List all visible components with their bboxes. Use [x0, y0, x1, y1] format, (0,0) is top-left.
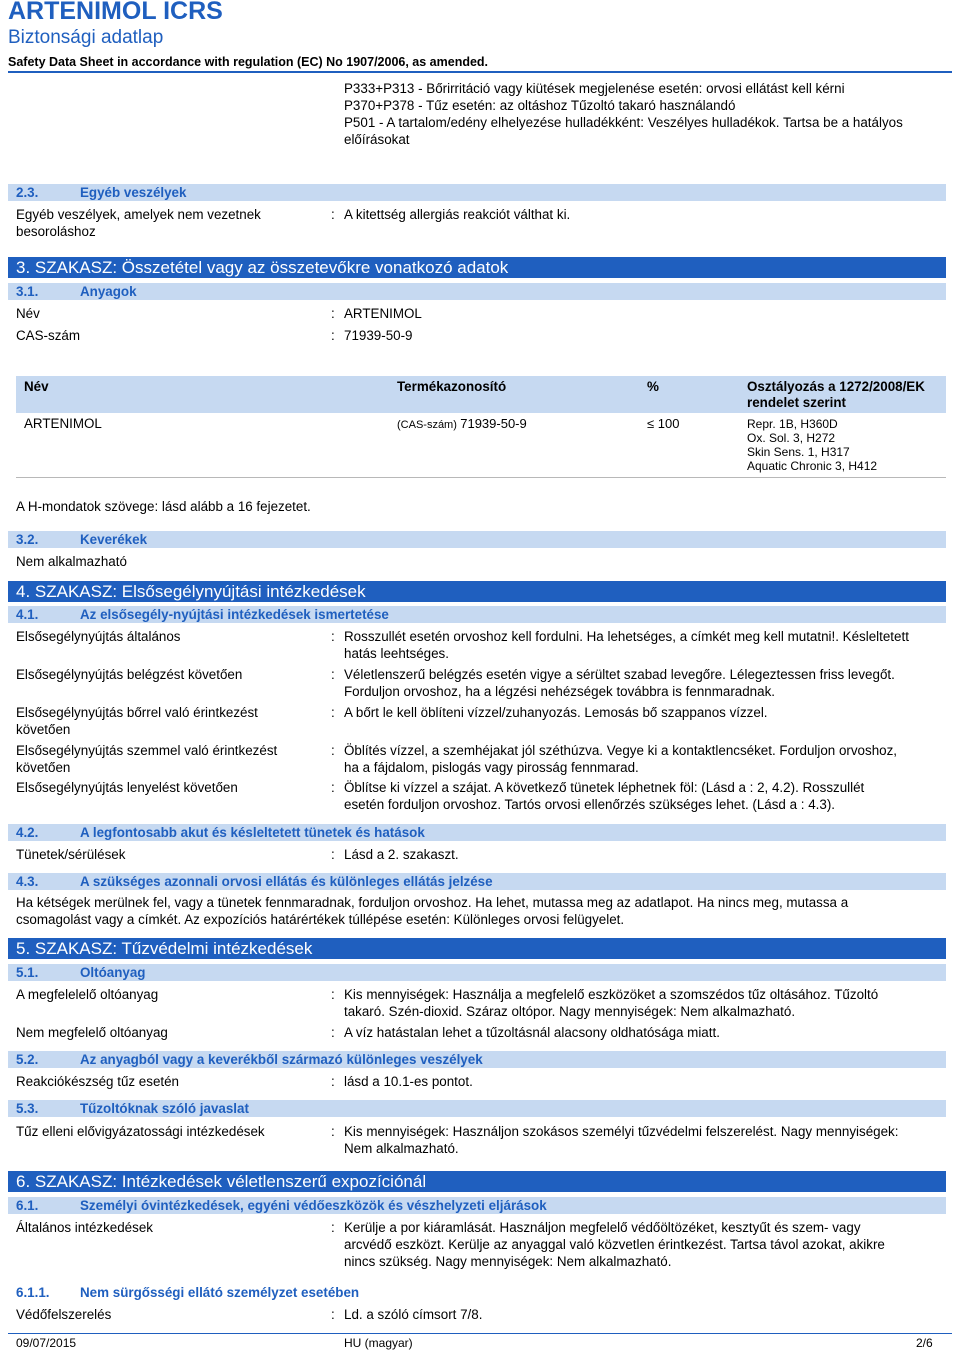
value-line: Kis mennyiségek: Használja a megfelelő eszközöket a szomszédos tűz oltásához. Tűzoltó [344, 987, 879, 1002]
subsection-6-1-1-header [8, 1284, 946, 1301]
cas-value: 71939-50-9 [344, 328, 413, 343]
suitable-media-value [344, 986, 944, 1020]
subsection-6-1-header [8, 1197, 946, 1214]
column-header: % [639, 376, 739, 413]
colon: : [331, 207, 335, 222]
subsection-number: 5.1. [16, 965, 39, 980]
other-hazards-label [16, 206, 316, 240]
subsection-2-3-header [8, 184, 946, 201]
section-6-header [8, 1171, 946, 1192]
first-aid-skin-value: A bőrt le kell öblíteni vízzel/zuhanyozás. Lemosás bő szappanos vízzel. [344, 705, 768, 720]
text-line: Ha kétségek merülnek fel, vagy a tünetek fennmaradnak, forduljon orvoshoz. Ha lehet, mutassa meg az adatlapot. Ha nincs meg, mutassa a [16, 895, 849, 910]
first-aid-ingestion-label: Elsősegélynyújtás lenyelést követően [16, 780, 238, 795]
regulation-line: Safety Data Sheet in accordance with regulation (EC) No 1907/2006, as amended. [8, 55, 489, 69]
subsection-title: Keverékek [80, 532, 148, 547]
subsection-4-2-header [8, 824, 946, 841]
first-aid-skin-label [16, 704, 316, 738]
value-line: esetén forduljon orvoshoz. Tartós orvosi ellenőrzés szükséges lehet. (Lásd a : 4.3). [344, 797, 836, 812]
label-line: besoroláshoz [16, 224, 96, 239]
label-line: Elsősegélynyújtás bőrrel való érintkezést [16, 705, 258, 720]
section-4-header [8, 581, 946, 602]
subsection-title: A legfontosabb akut és késleltetett tünetek és hatások [80, 825, 425, 840]
mixtures-text: Nem alkalmazható [16, 554, 127, 569]
value-line: Kis mennyiségek: Használjon szokásos személyi tűzvédelmi felszerelést. Nagy mennyiségek: [344, 1124, 899, 1139]
value-line: Rosszullét esetén orvoshoz kell fordulni. Ha lehetséges, a címkét meg kell mutatni!. Késleltetett [344, 629, 909, 644]
value-line: nincs szükség. Nagy mennyiségek: Nem alkalmazható. [344, 1254, 672, 1269]
colon: : [331, 705, 335, 720]
first-aid-ingestion-value [344, 779, 944, 813]
value-line: ha a fájdalom, pislogás vagy pirosság fennmarad. [344, 760, 639, 775]
colon: : [331, 780, 335, 795]
general-measures-value [344, 1219, 944, 1270]
colon: : [331, 987, 335, 1002]
document-subtitle: Biztonsági adatlap [8, 27, 164, 48]
classification-item: Repr. 1B, H360D [747, 417, 838, 431]
subsection-number: 4.1. [16, 607, 39, 622]
precaution-1: P333+P313 - Bőrirritáció vagy kiütések megjelenése esetén: orvosi ellátást kell kérni [344, 81, 845, 96]
first-aid-general-label: Elsősegélynyújtás általános [16, 629, 181, 644]
value-line: Véletlenszerű belégzés esetén vigye a sérültet szabad levegőre. Lélegeztessen friss levegőt. [344, 667, 895, 682]
subsection-number: 5.3. [16, 1101, 39, 1116]
symptoms-label: Tünetek/sérülések [16, 847, 126, 862]
composition-table [16, 376, 946, 478]
colon: : [331, 1074, 335, 1089]
subsection-title: Nem sürgősségi ellátó személyzet esetében [80, 1285, 360, 1300]
protective-equipment-label: Védőfelszerelés [16, 1307, 112, 1322]
subsection-number: 6.1. [16, 1198, 39, 1213]
name-value: ARTENIMOL [344, 306, 422, 321]
cell-classification [739, 413, 946, 478]
cell-identifier [389, 413, 639, 478]
protective-equipment-value: Ld. a szóló címsort 7/8. [344, 1307, 483, 1322]
column-header: Osztályozás a 1272/2008/EK rendelet szerint [739, 376, 946, 413]
cas-label: CAS-szám [16, 328, 80, 343]
colon: : [331, 743, 335, 758]
value-line: hatás leehtséges. [344, 646, 449, 661]
classification-item: Skin Sens. 1, H317 [747, 445, 850, 459]
value-line: Öblítés vízzel, a szemhéjakat jól széthúzva. Vegye ki a kontaktlencséket. Forduljon orvoshoz, [344, 743, 898, 758]
value-line: takaró. Szén-dioxid. Száraz oltópor. Nagy mennyiségek: Nem alkalmazható. [344, 1004, 796, 1019]
footer-language: HU (magyar) [344, 1336, 413, 1350]
fire-reactivity-label: Reakciókészség tűz esetén [16, 1074, 180, 1089]
identifier-value: 71939-50-9 [460, 416, 527, 431]
subsection-number: 4.3. [16, 874, 39, 889]
precaution-3-cont: előírásokat [344, 132, 410, 147]
subsection-title: Személyi óvintézkedések, egyéni védőeszközök és vészhelyzeti eljárások [80, 1198, 547, 1213]
label-line: követően [16, 760, 71, 775]
cell-percent: ≤ 100 [639, 413, 739, 478]
colon: : [331, 328, 335, 343]
section-title: 6. SZAKASZ: Intézkedések véletlenszerű expozíciónál [16, 1172, 427, 1191]
medical-attention-text [16, 894, 946, 928]
value-line: Nem alkalmazható. [344, 1141, 459, 1156]
table-header-row [16, 376, 946, 413]
label-line: követően [16, 722, 71, 737]
classification-item: Aquatic Chronic 3, H412 [747, 459, 878, 473]
h-statements-note: A H-mondatok szövege: lásd alább a 16 fejezetet. [16, 499, 311, 514]
footer-divider [8, 1333, 952, 1334]
value-line: Forduljon orvoshoz, ha a légzési nehézségek továbbra is fennmaradnak. [344, 684, 775, 699]
subsection-number: 2.3. [16, 185, 39, 200]
precaution-2: P370+P378 - Tűz esetén: az oltáshoz Tűzoltó takaró használandó [344, 98, 736, 113]
section-title: 3. SZAKASZ: Összetétel vagy az összetevőkre vonatkozó adatok [16, 258, 509, 277]
subsection-number: 4.2. [16, 825, 39, 840]
subsection-number: 3.1. [16, 284, 39, 299]
colon: : [331, 306, 335, 321]
subsection-4-3-header [8, 873, 946, 890]
other-hazards-value: A kitettség allergiás reakciót válthat ki. [344, 207, 571, 222]
subsection-title: Az elsősegély-nyújtási intézkedések ismertetése [80, 607, 389, 622]
value-line: Kerülje a por kiáramlását. Használjon megfelelő védőöltözéket, kesztyűt és szem- vagy [344, 1220, 861, 1235]
colon: : [331, 629, 335, 644]
column-header: Termékazonosító [389, 376, 639, 413]
suitable-media-label: A megfelelelő oltóanyag [16, 987, 159, 1002]
firefighting-precautions-value [344, 1123, 944, 1157]
first-aid-inhalation-label: Elsősegélynyújtás belégzést követően [16, 667, 243, 682]
unsuitable-media-value: A víz hatástalan lehet a tűzoltásnál alacsony oldhatósága miatt. [344, 1025, 720, 1040]
first-aid-inhalation-value [344, 666, 944, 700]
first-aid-general-value [344, 628, 944, 662]
table-row [16, 413, 946, 478]
precaution-3: P501 - A tartalom/edény elhelyezése hulladékként: Veszélyes hulladékok. Tartsa be a hatályos [344, 115, 903, 130]
header-divider [8, 71, 952, 73]
subsection-5-3-header [8, 1100, 946, 1117]
value-line: Öblítse ki vízzel a szájat. A következő tünetek léphetnek föl: (Lásd a : 2, 4.2). Rosszullét [344, 780, 865, 795]
subsection-5-1-header [8, 964, 946, 981]
general-measures-label: Általános intézkedések [16, 1220, 153, 1235]
first-aid-eye-label [16, 742, 316, 776]
subsection-5-2-header [8, 1051, 946, 1068]
subsection-number: 3.2. [16, 532, 39, 547]
name-label: Név [16, 306, 40, 321]
colon: : [331, 1124, 335, 1139]
footer-page-number: 2/6 [916, 1336, 933, 1350]
symptoms-value: Lásd a 2. szakaszt. [344, 847, 459, 862]
section-title: 4. SZAKASZ: Elsősegélynyújtási intézkedések [16, 582, 366, 601]
label-line: Elsősegélynyújtás szemmel való érintkezést [16, 743, 278, 758]
identifier-prefix: (CAS-szám) [397, 419, 457, 431]
colon: : [331, 1307, 335, 1322]
subsection-number: 6.1.1. [16, 1285, 50, 1300]
unsuitable-media-label: Nem megfelelő oltóanyag [16, 1025, 168, 1040]
subsection-title: Anyagok [80, 284, 137, 299]
section-3-header [8, 257, 946, 278]
colon: : [331, 847, 335, 862]
column-header: Név [16, 376, 389, 413]
subsection-title: Tűzoltóknak szóló javaslat [80, 1101, 249, 1116]
section-5-header [8, 938, 946, 959]
subsection-title: Oltóanyag [80, 965, 146, 980]
footer-date: 09/07/2015 [16, 1336, 77, 1350]
label-line: Egyéb veszélyek, amelyek nem vezetnek [16, 207, 261, 222]
subsection-number: 5.2. [16, 1052, 39, 1067]
fire-reactivity-value: lásd a 10.1-es pontot. [344, 1074, 473, 1089]
value-line: arcvédő eszközt. Kerülje az anyaggal való közvetlen érintkezést. Tartsa távol azokat, akikre [344, 1237, 885, 1252]
firefighting-precautions-label: Tűz elleni elővigyázatossági intézkedések [16, 1124, 265, 1139]
colon: : [331, 1025, 335, 1040]
text-line: csomagolást vagy a címkét. Az expozíciós határértékek túllépése esetén: Különleges orvosi felügyelet. [16, 912, 625, 927]
cell-name: ARTENIMOL [16, 413, 389, 478]
colon: : [331, 1220, 335, 1235]
classification-item: Ox. Sol. 3, H272 [747, 431, 836, 445]
section-title: 5. SZAKASZ: Tűzvédelmi intézkedések [16, 939, 313, 958]
first-aid-eye-value [344, 742, 944, 776]
colon: : [331, 667, 335, 682]
subsection-title: Az anyagból vagy a keverékből származó különleges veszélyek [80, 1052, 483, 1067]
document-title: ARTENIMOL ICRS [8, 0, 223, 25]
subsection-title: Egyéb veszélyek [80, 185, 187, 200]
subsection-3-2-header [8, 531, 946, 548]
subsection-3-1-header [8, 283, 946, 300]
subsection-title: A szükséges azonnali orvosi ellátás és különleges ellátás jelzése [80, 874, 493, 889]
subsection-4-1-header [8, 606, 946, 623]
